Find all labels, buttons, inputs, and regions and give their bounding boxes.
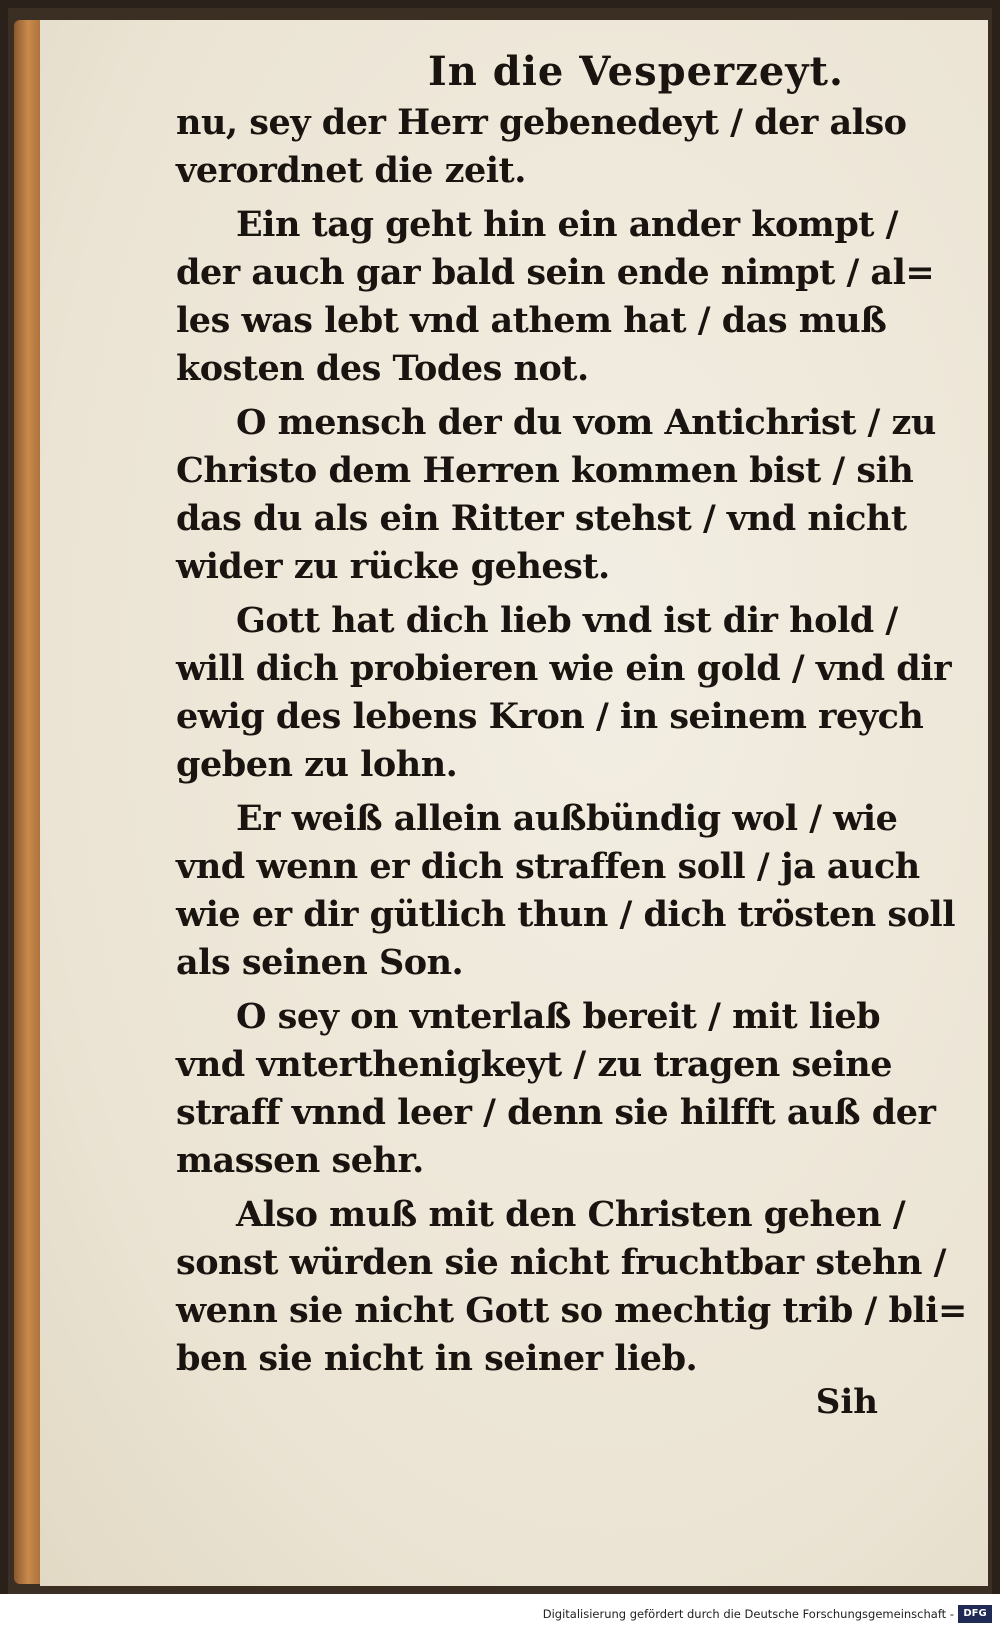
- paragraph-7: [176, 1191, 976, 1383]
- text-line: massen sehr.: [176, 1140, 424, 1181]
- text-line: vnd wenn er dich straffen soll / ja auch: [176, 846, 920, 887]
- catchword: Sih: [815, 1382, 878, 1422]
- paragraph-3: [176, 399, 976, 591]
- text-line: wie er dir gütlich thun / dich trösten soll: [176, 894, 956, 935]
- book-page: [40, 20, 988, 1586]
- text-line: Gott hat dich lieb vnd ist dir hold /: [236, 600, 898, 641]
- text-line: das du als ein Ritter stehst / vnd nicht: [176, 498, 907, 539]
- text-line: Also muß mit den Christen gehen /: [236, 1194, 906, 1235]
- text-line: straff vnnd leer / denn sie hilfft auß der: [176, 1092, 936, 1133]
- text-line: wider zu rücke gehest.: [176, 546, 610, 587]
- dfg-logo: DFG: [958, 1605, 992, 1623]
- text-line: Ein tag geht hin ein ander kompt /: [236, 204, 898, 245]
- text-line: Er weiß allein außbündig wol / wie: [236, 798, 898, 839]
- text-line: vnd vnterthenigkeyt / zu tragen seine: [176, 1044, 893, 1085]
- text-line: O sey on vnterlaß bereit / mit lieb: [236, 996, 881, 1037]
- paragraph-1: [176, 99, 976, 195]
- text-line: Christo dem Herren kommen bist / sih: [176, 450, 914, 491]
- text-line: les was lebt vnd athem hat / das muß: [176, 300, 887, 341]
- text-line: O mensch der du vom Antichrist / zu: [236, 402, 936, 443]
- paragraph-2: [176, 201, 976, 393]
- text-line: als seinen Son.: [176, 942, 464, 983]
- page-text: [176, 48, 976, 1383]
- text-line: ben sie nicht in seiner lieb.: [176, 1338, 698, 1379]
- funding-notice: Digitalisierung gefördert durch die Deutsche Forschungsgemeinschaft -: [542, 1607, 954, 1621]
- text-line: sonst würden sie nicht fruchtbar stehn /: [176, 1242, 946, 1283]
- text-line: ewig des lebens Kron / in seinem reych: [176, 696, 924, 737]
- digitization-footer: [0, 1594, 1000, 1630]
- text-line: nu, sey der Herr gebenedeyt / der also: [176, 102, 907, 143]
- paragraph-6: [176, 993, 976, 1185]
- text-line: geben zu lohn.: [176, 744, 458, 785]
- text-line: will dich probieren wie ein gold / vnd dir: [176, 648, 952, 689]
- text-line: verordnet die zeit.: [176, 150, 526, 191]
- running-head: In die Vesperzeyt.: [428, 48, 844, 95]
- paragraph-4: [176, 597, 976, 789]
- text-line: kosten des Todes not.: [176, 348, 589, 389]
- text-line: wenn sie nicht Gott so mechtig trib / bli=: [176, 1290, 967, 1331]
- paragraph-5: [176, 795, 976, 987]
- text-line: der auch gar bald sein ende nimpt / al=: [176, 252, 935, 293]
